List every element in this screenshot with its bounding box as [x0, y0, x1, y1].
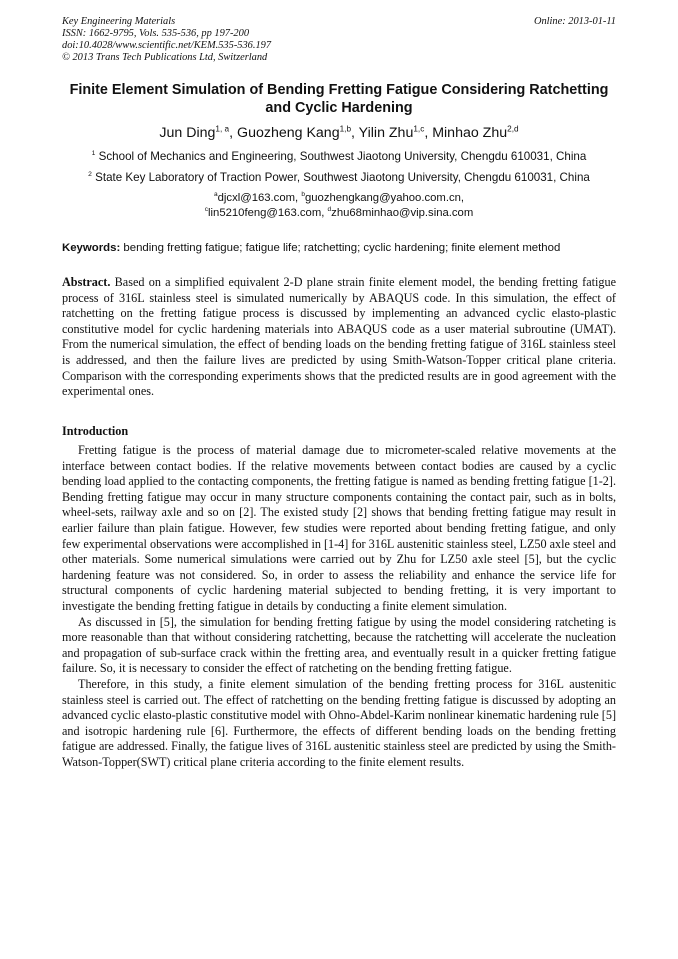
- email-marker: d: [327, 206, 332, 214]
- author-name: Guozheng Kang: [237, 125, 340, 141]
- paragraph: Fretting fatigue is the process of material damage due to micrometer-scaled relative movements at the interface between contact bodies. If the relative movements between contact bodies are caused by a cyclic bending load applied to the contacting components, the fretting fatigue is named as bending fretting fatigue [1-2]. Bending fretting fatigue may occur in many structure components containing the contact pair, such as in bolts, wheel-sets, railway axle and so on [2]. The existed study [2] shows that bending fretting fatigue may result in earlier failure than plain fatigue. However, few studies were reported about bending fretting fatigue, and only few experimental observations were accomplished in [1-4] for 316L austenitic stainless steel, LZ50 axle steel and other materials. Some numerical simulations were carried out by Zhu for LZ50 axle steel [5], but the cyclic hardening feature was not considered. So, in order to assess the reliability and enhance the service life for structural components of cyclic hardening material subjected to bending fretting, it is very important to investigate the bending fretting fatigue in details by conducting a finite element simulation.: [62, 443, 616, 613]
- introduction-body: [62, 443, 616, 770]
- email-link[interactable]: djcxl@163.com,: [217, 192, 299, 204]
- keywords: [62, 241, 622, 255]
- journal-header: [62, 16, 616, 64]
- email-link[interactable]: lin5210feng@163.com,: [208, 207, 325, 219]
- author-name: Jun Ding: [159, 125, 216, 141]
- affiliation-2: [62, 171, 616, 185]
- abstract-text: Based on a simplified equivalent 2-D plane strain finite element model, the bending fretting fatigue process of 316L stainless steel is simulated numerically by ABAQUS code. In this simulation, the effect of ratchetting on the fretting fatigue process is discussed by implementing an advanced cyclic elasto-plastic constitutive model for cyclic hardening materials into ABAQUS code as a user material subroutine (UMAT). From the numerical simulation, the effect of bending loads on the bending fretting fatigue of 316L stainless steel is addressed, and then the failure lives are predicted by using Smith-Watson-Topper critical plane criteria. Comparison with the corresponding experiments shows that the predicted results are in good agreement with the experimental ones.: [62, 275, 617, 399]
- affiliation-number: 2: [88, 171, 92, 179]
- online-date: Online: 2013-01-11: [533, 16, 616, 27]
- affiliation-number: 1: [91, 150, 96, 158]
- paragraph: As discussed in [5], the simulation for bending fretting fatigue by using the model considering ratcheting is more reasonable than that without considering ratchetting, because the ratchetting will accelerate the nucleation and propagation of sub-surface crack within the fretting area, and eventually result in a quicker fretting fatigue failure. So, it is necessary to consider the effect of ratcheting on the bending fretting fatigue.: [62, 614, 616, 676]
- author-name: Yilin Zhu: [358, 125, 414, 141]
- paragraph: Therefore, in this study, a finite element simulation of the bending fretting process for 316L austenitic stainless steel is carried out. The effect of ratchetting on the bending fretting fatigue is discussed by adopting an advanced cyclic elasto-plastic constitutive model with Ohno-Abdel-Karim nonlinear kinematic hardening rule [5] and isotropic hardening rule [6]. Furthermore, the effects of different bending loads on the bending fretting fatigue are addressed. Finally, the fatigue lives of 316L austenitic stainless steel are predicted by using the Smith-Watson-Topper(SWT) critical plane criteria according to the finite element results.: [62, 676, 617, 769]
- email-line: [62, 206, 616, 221]
- copyright-line: © 2013 Trans Tech Publications Ltd, Switzerland: [62, 52, 268, 63]
- author-affiliation-marker: 1, a: [215, 124, 230, 134]
- doi-line: doi:10.4028/www.scientific.net/KEM.535-536.197: [62, 40, 272, 51]
- affiliation-1: [62, 150, 616, 164]
- affiliation-text: State Key Laboratory of Traction Power, Southwest Jiaotong University, Chengdu 610031, China: [95, 171, 590, 184]
- email-marker: c: [204, 206, 209, 214]
- author-list: Jun Ding$^{1, a}$, Guozheng Kang$^{1,b}$, Yilin Zhu$^{1,c}$, Minhao Zhu$^{2,d}$: [159, 124, 519, 141]
- email-line: [62, 191, 616, 206]
- email-link[interactable]: zhu68minhao@vip.sina.com: [331, 207, 474, 219]
- email-marker: a: [213, 191, 218, 199]
- author-affiliation-marker: 2,d: [507, 124, 519, 134]
- author-affiliation-marker: 1,c: [413, 124, 425, 134]
- email-block: [62, 191, 616, 221]
- keywords-text: bending fretting fatigue; fatigue life; ratchetting; cyclic hardening; finite element method: [123, 242, 561, 254]
- affiliation-text: School of Mechanics and Engineering, Southwest Jiaotong University, Chengdu 610031, China: [98, 150, 587, 163]
- paper-title: Finite Element Simulation of Bending Fretting Fatigue Considering Ratchetting and Cyclic Hardening: [69, 82, 609, 116]
- section-heading-introduction: Introduction: [62, 424, 129, 438]
- email-link[interactable]: guozhengkang@yahoo.com.cn,: [304, 192, 465, 204]
- author-name: Minhao Zhu: [432, 125, 508, 141]
- issn-line: ISSN: 1662-9795, Vols. 535-536, pp 197-200: [62, 28, 250, 39]
- keywords-label: Keywords:: [62, 242, 121, 254]
- abstract-label: Abstract.: [62, 275, 111, 289]
- author-affiliation-marker: 1,b: [339, 124, 352, 134]
- journal-name: Key Engineering Materials: [62, 16, 176, 27]
- abstract: [62, 275, 616, 400]
- email-marker: b: [301, 191, 305, 199]
